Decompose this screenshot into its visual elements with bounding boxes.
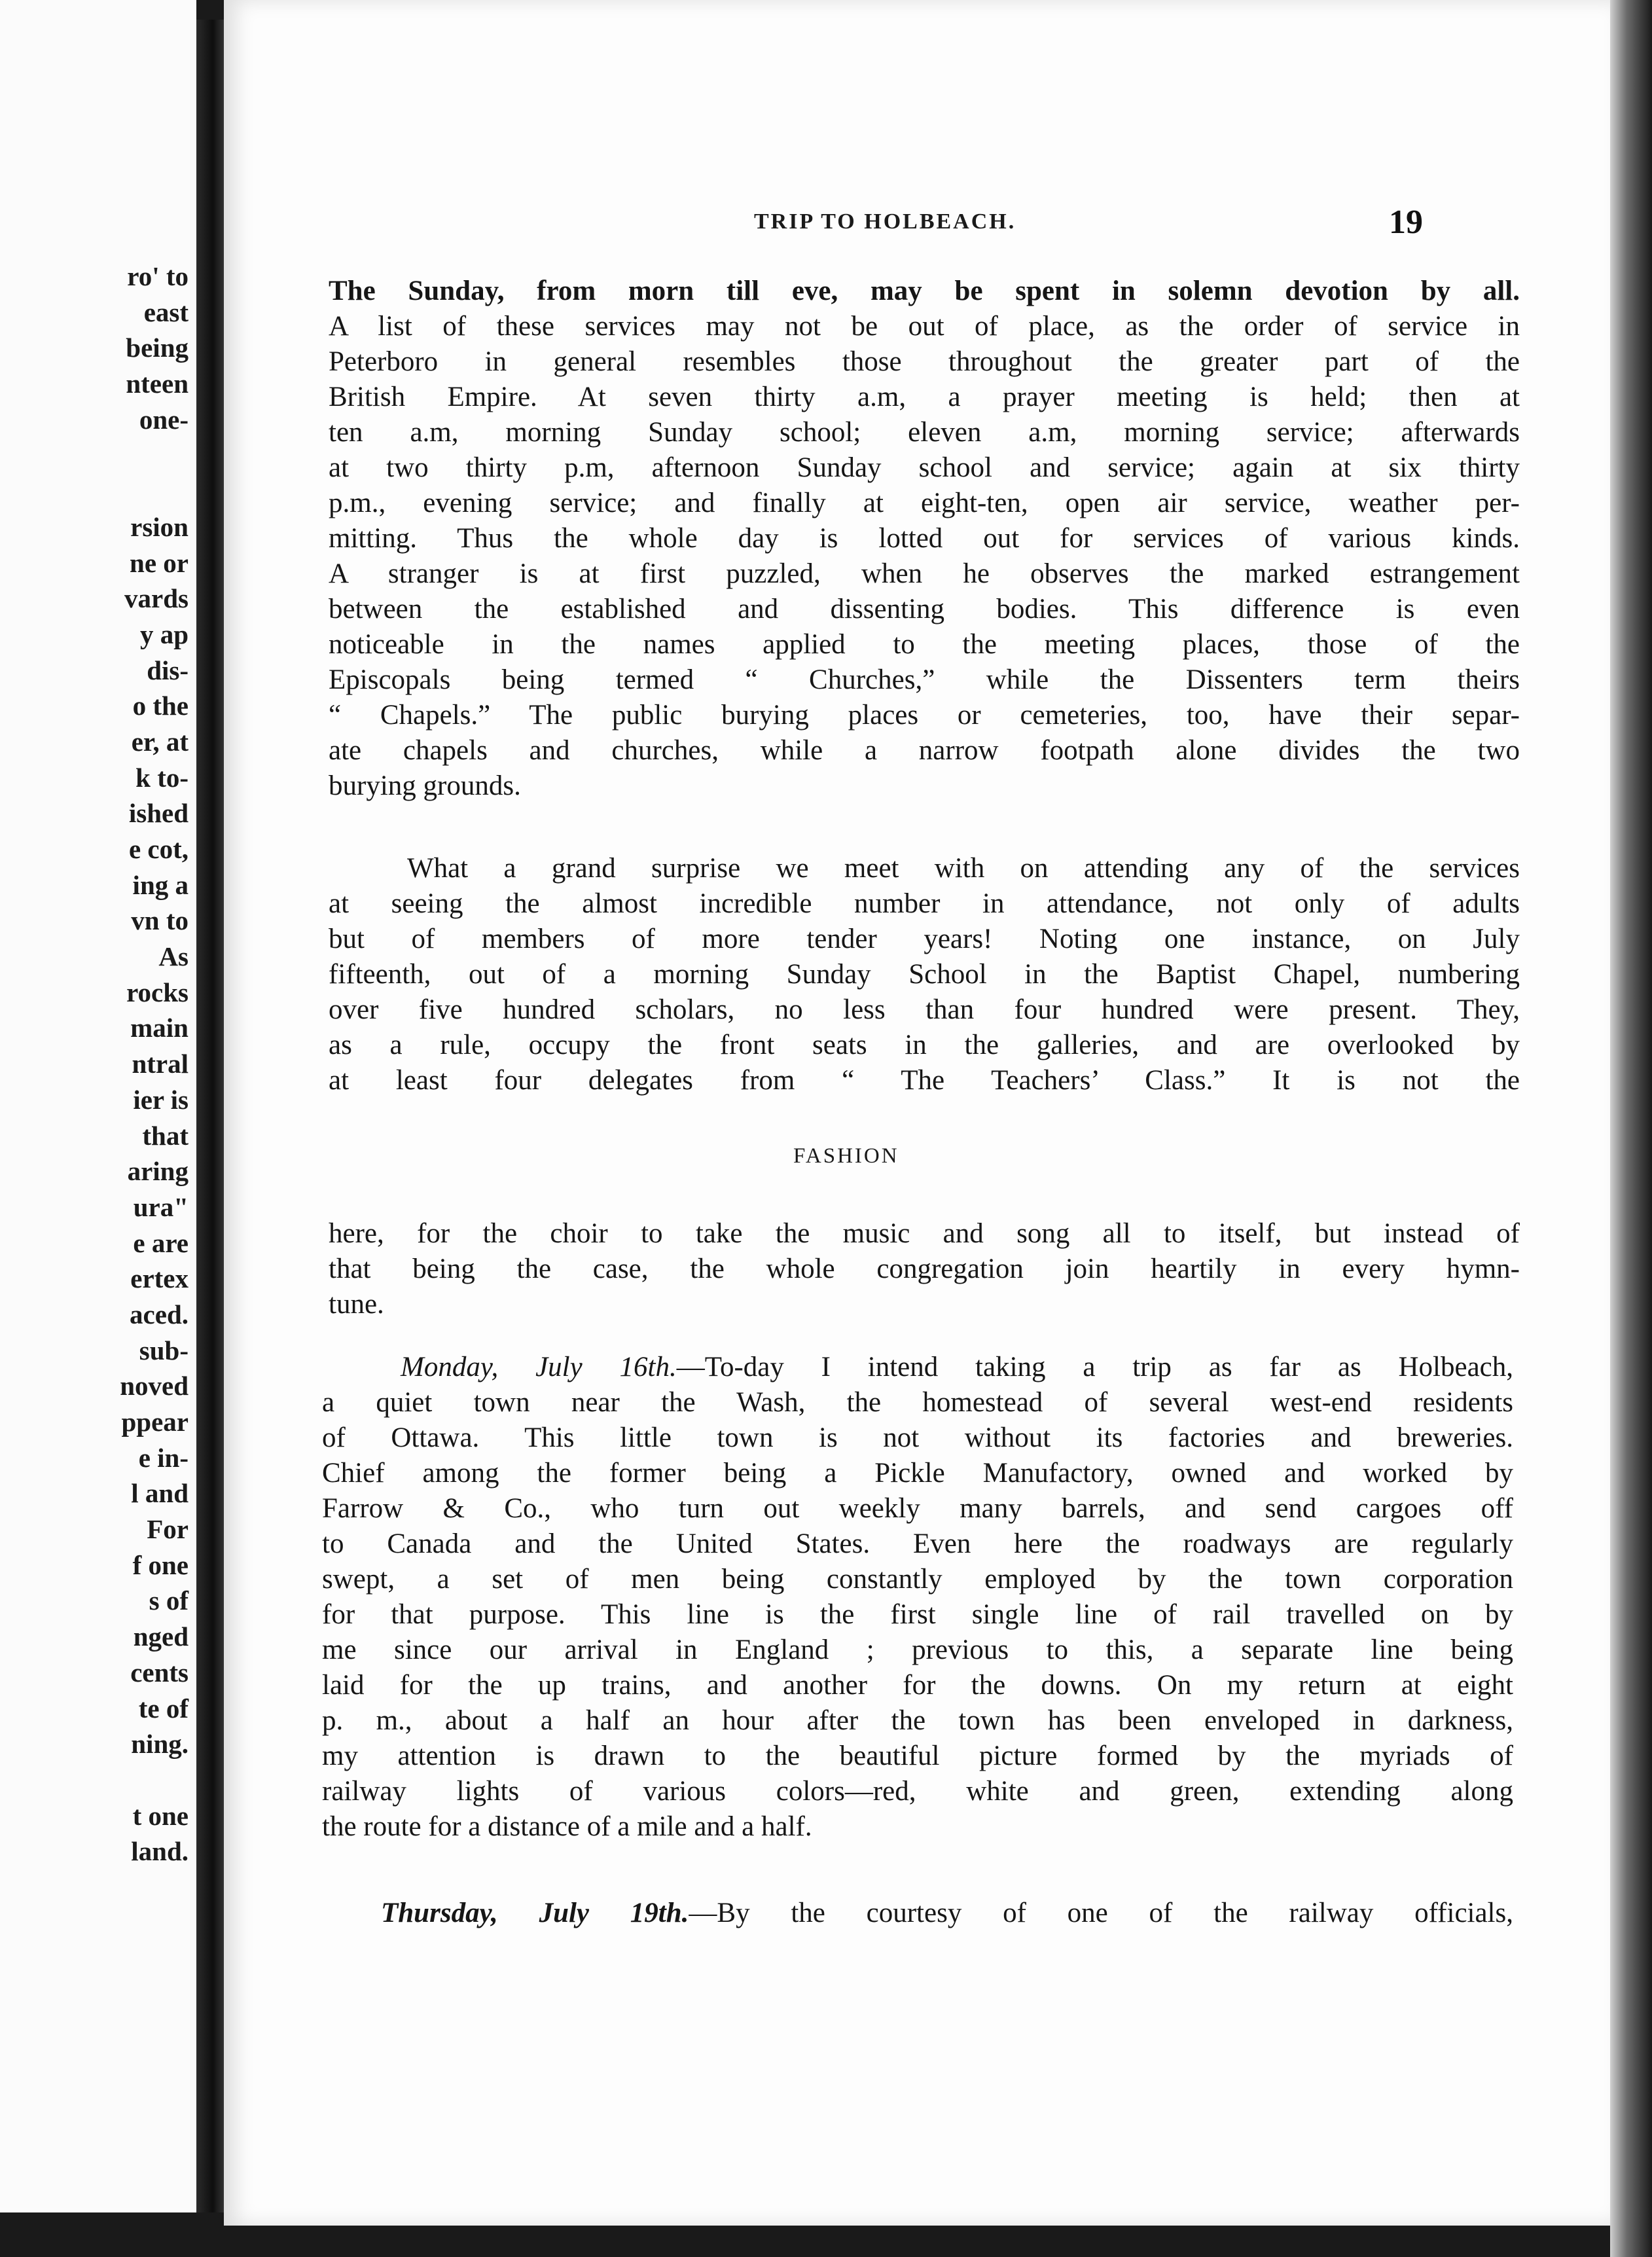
- text-line: me since our arrival in England ; previous to this, a separate line being: [322, 1634, 1513, 1665]
- left-fragment: aced.: [130, 1299, 189, 1329]
- text-line: at least four delegates from “ The Teachers’ Class.” It is not the: [329, 1065, 1520, 1096]
- text-run: —By the courtesy of one of the railway officials,: [689, 1898, 1513, 1928]
- text-line: at two thirty p.m, afternoon Sunday school and service; again at six thirty: [329, 452, 1520, 483]
- text-line: as a rule, occupy the front seats in the galleries, and are overlooked by: [329, 1030, 1520, 1060]
- text-line: [381, 1896, 1513, 1931]
- text-line: here, for the choir to take the music and song all to itself, but instead of: [329, 1218, 1520, 1249]
- left-fragment: ertex: [130, 1263, 189, 1294]
- text-line: laid for the up trains, and another for the downs. On my return at eight: [322, 1670, 1513, 1701]
- text-line: Episcopals being termed “ Churches,” while the Dissenters term theirs: [329, 664, 1520, 695]
- left-fragment: ura": [133, 1191, 189, 1222]
- text-line: p. m., about a half an hour after the town has been enveloped in darkness,: [322, 1705, 1513, 1736]
- left-fragment: t one: [132, 1800, 189, 1831]
- left-fragment: nged: [133, 1621, 189, 1652]
- text-line: What a grand surprise we meet with on attending any of the services: [407, 853, 1520, 884]
- text-line: but of members of more tender years! Noting one instance, on July: [329, 924, 1520, 954]
- left-fragment: l and: [131, 1478, 189, 1509]
- left-fragment: ier is: [133, 1084, 189, 1115]
- text-line: of Ottawa. This little town is not without its factories and breweries.: [322, 1422, 1513, 1453]
- text-line: Farrow & Co., who turn out weekly many barrels, and send cargoes off: [322, 1493, 1513, 1524]
- text-line: swept, a set of men being constantly employed by the town corporation: [322, 1564, 1513, 1595]
- left-fragment: sub-: [139, 1335, 189, 1365]
- left-fragment: ning.: [131, 1729, 189, 1760]
- left-fragment: ne or: [130, 547, 189, 578]
- left-fragment: As: [158, 941, 189, 972]
- left-fragment: ing a: [132, 869, 189, 900]
- text-line: my attention is drawn to the beautiful picture formed by the myriads of: [322, 1741, 1513, 1771]
- left-fragment: [120, 437, 189, 473]
- left-facing-page: [0, 0, 196, 2212]
- left-fragment: noved: [120, 1371, 189, 1401]
- left-fragment: vards: [124, 583, 189, 614]
- left-fragment: nteen: [126, 369, 189, 399]
- left-fragment: one-: [139, 404, 189, 435]
- text-line: for that purpose. This line is the first single line of rail travelled on by: [322, 1599, 1513, 1630]
- text-line: mitting. Thus the whole day is lotted out for services of various kinds.: [329, 523, 1520, 554]
- text-line: that being the case, the whole congregation join heartily in every hymn-: [329, 1254, 1520, 1284]
- left-fragment: vn to: [131, 905, 189, 936]
- text-line: railway lights of various colors—red, white and green, extending along: [322, 1776, 1513, 1807]
- text-line: over five hundred scholars, no less than four hundred were present. They,: [329, 994, 1520, 1025]
- text-line: ate chapels and churches, while a narrow footpath alone divides the two: [329, 735, 1520, 766]
- paragraph-monday: [322, 1350, 1513, 1845]
- text-line: tune.: [329, 1289, 384, 1320]
- text-line: British Empire. At seven thirty a.m, a prayer meeting is held; then at: [329, 382, 1520, 412]
- paragraph-choir: [329, 1216, 1520, 1322]
- left-fragment: cents: [130, 1657, 189, 1688]
- text-line: the route for a distance of a mile and a half.: [322, 1811, 812, 1842]
- left-fragment: For: [147, 1514, 189, 1545]
- left-fragment: e are: [133, 1227, 189, 1258]
- text-line: to Canada and the United States. Even here the roadways are regularly: [322, 1528, 1513, 1559]
- book-gutter: [196, 20, 224, 2212]
- section-heading-fashion: FASHION: [793, 1144, 899, 1168]
- text-line: a quiet town near the Wash, the homestead of several west-end residents: [322, 1387, 1513, 1418]
- date-lead: Monday, July 16th.: [401, 1352, 677, 1382]
- right-page: [224, 0, 1610, 2226]
- left-fragment: ntral: [132, 1049, 189, 1079]
- left-fragment: east: [143, 297, 189, 327]
- text-line: Peterboro in general resembles those throughout the greater part of the: [329, 346, 1520, 377]
- paragraph-surprise: [329, 851, 1520, 1098]
- left-fragment: e in-: [138, 1442, 189, 1473]
- running-head: TRIP TO HOLBEACH.: [754, 209, 1016, 234]
- left-fragment: e cot,: [128, 834, 189, 864]
- left-fragment: ppear: [121, 1407, 189, 1437]
- left-fragment: [120, 1762, 189, 1798]
- text-line: p.m., evening service; and finally at eight-ten, open air service, weather per-: [329, 488, 1520, 518]
- text-line: burying grounds.: [329, 770, 521, 801]
- date-lead: Thursday, July 19th.: [381, 1898, 689, 1928]
- left-fragment: f one: [132, 1549, 189, 1580]
- text-line: [322, 1350, 1513, 1385]
- left-fragment: aring: [127, 1156, 189, 1187]
- left-fragment: o the: [132, 691, 189, 721]
- text-line: A stranger is at first puzzled, when he observes the marked estrangement: [329, 558, 1520, 589]
- left-fragment: that: [142, 1120, 189, 1151]
- text-run: —To-day I intend taking a trip as far as Holbeach,: [676, 1352, 1513, 1382]
- left-fragment: k to-: [135, 762, 189, 793]
- left-fragment: er, at: [131, 726, 189, 757]
- text-line: ten a.m, morning Sunday school; eleven a.m, morning service; afterwards: [329, 417, 1520, 448]
- page-number: 19: [1389, 204, 1423, 241]
- left-fragment: ished: [128, 798, 189, 829]
- left-fragment: [120, 473, 189, 509]
- text-line: noticeable in the names applied to the meeting places, those of the: [329, 629, 1520, 660]
- text-line: A list of these services may not be out of place, as the order of service in: [329, 311, 1520, 342]
- text-line: Chief among the former being a Pickle Manufactory, owned and worked by: [322, 1458, 1513, 1489]
- left-fragment: s of: [149, 1585, 189, 1616]
- paragraph-sunday: [329, 274, 1520, 804]
- text-line: at seeing the almost incredible number in attendance, not only of adults: [329, 888, 1520, 919]
- left-fragment: rocks: [126, 977, 189, 1007]
- text-line: The Sunday, from morn till eve, may be spent in solemn devotion by all.: [329, 276, 1520, 306]
- text-line: between the established and dissenting bodies. This difference is even: [329, 594, 1520, 624]
- left-fragment: rsion: [130, 511, 189, 542]
- left-fragment: te of: [138, 1693, 189, 1724]
- left-page-fragments: [120, 259, 189, 1869]
- left-fragment: dis-: [147, 655, 189, 685]
- page-edge-shadow: [1610, 0, 1652, 2257]
- paragraph-thursday: [381, 1896, 1513, 1931]
- left-fragment: land.: [131, 1836, 189, 1867]
- left-fragment: y ap: [139, 619, 189, 649]
- left-fragment: ro' to: [127, 261, 189, 291]
- left-fragment: main: [130, 1013, 189, 1043]
- left-fragment: being: [126, 333, 189, 363]
- text-line: fifteenth, out of a morning Sunday School in the Baptist Chapel, numbering: [329, 959, 1520, 990]
- text-line: “ Chapels.” The public burying places or cemeteries, too, have their separ-: [329, 700, 1520, 731]
